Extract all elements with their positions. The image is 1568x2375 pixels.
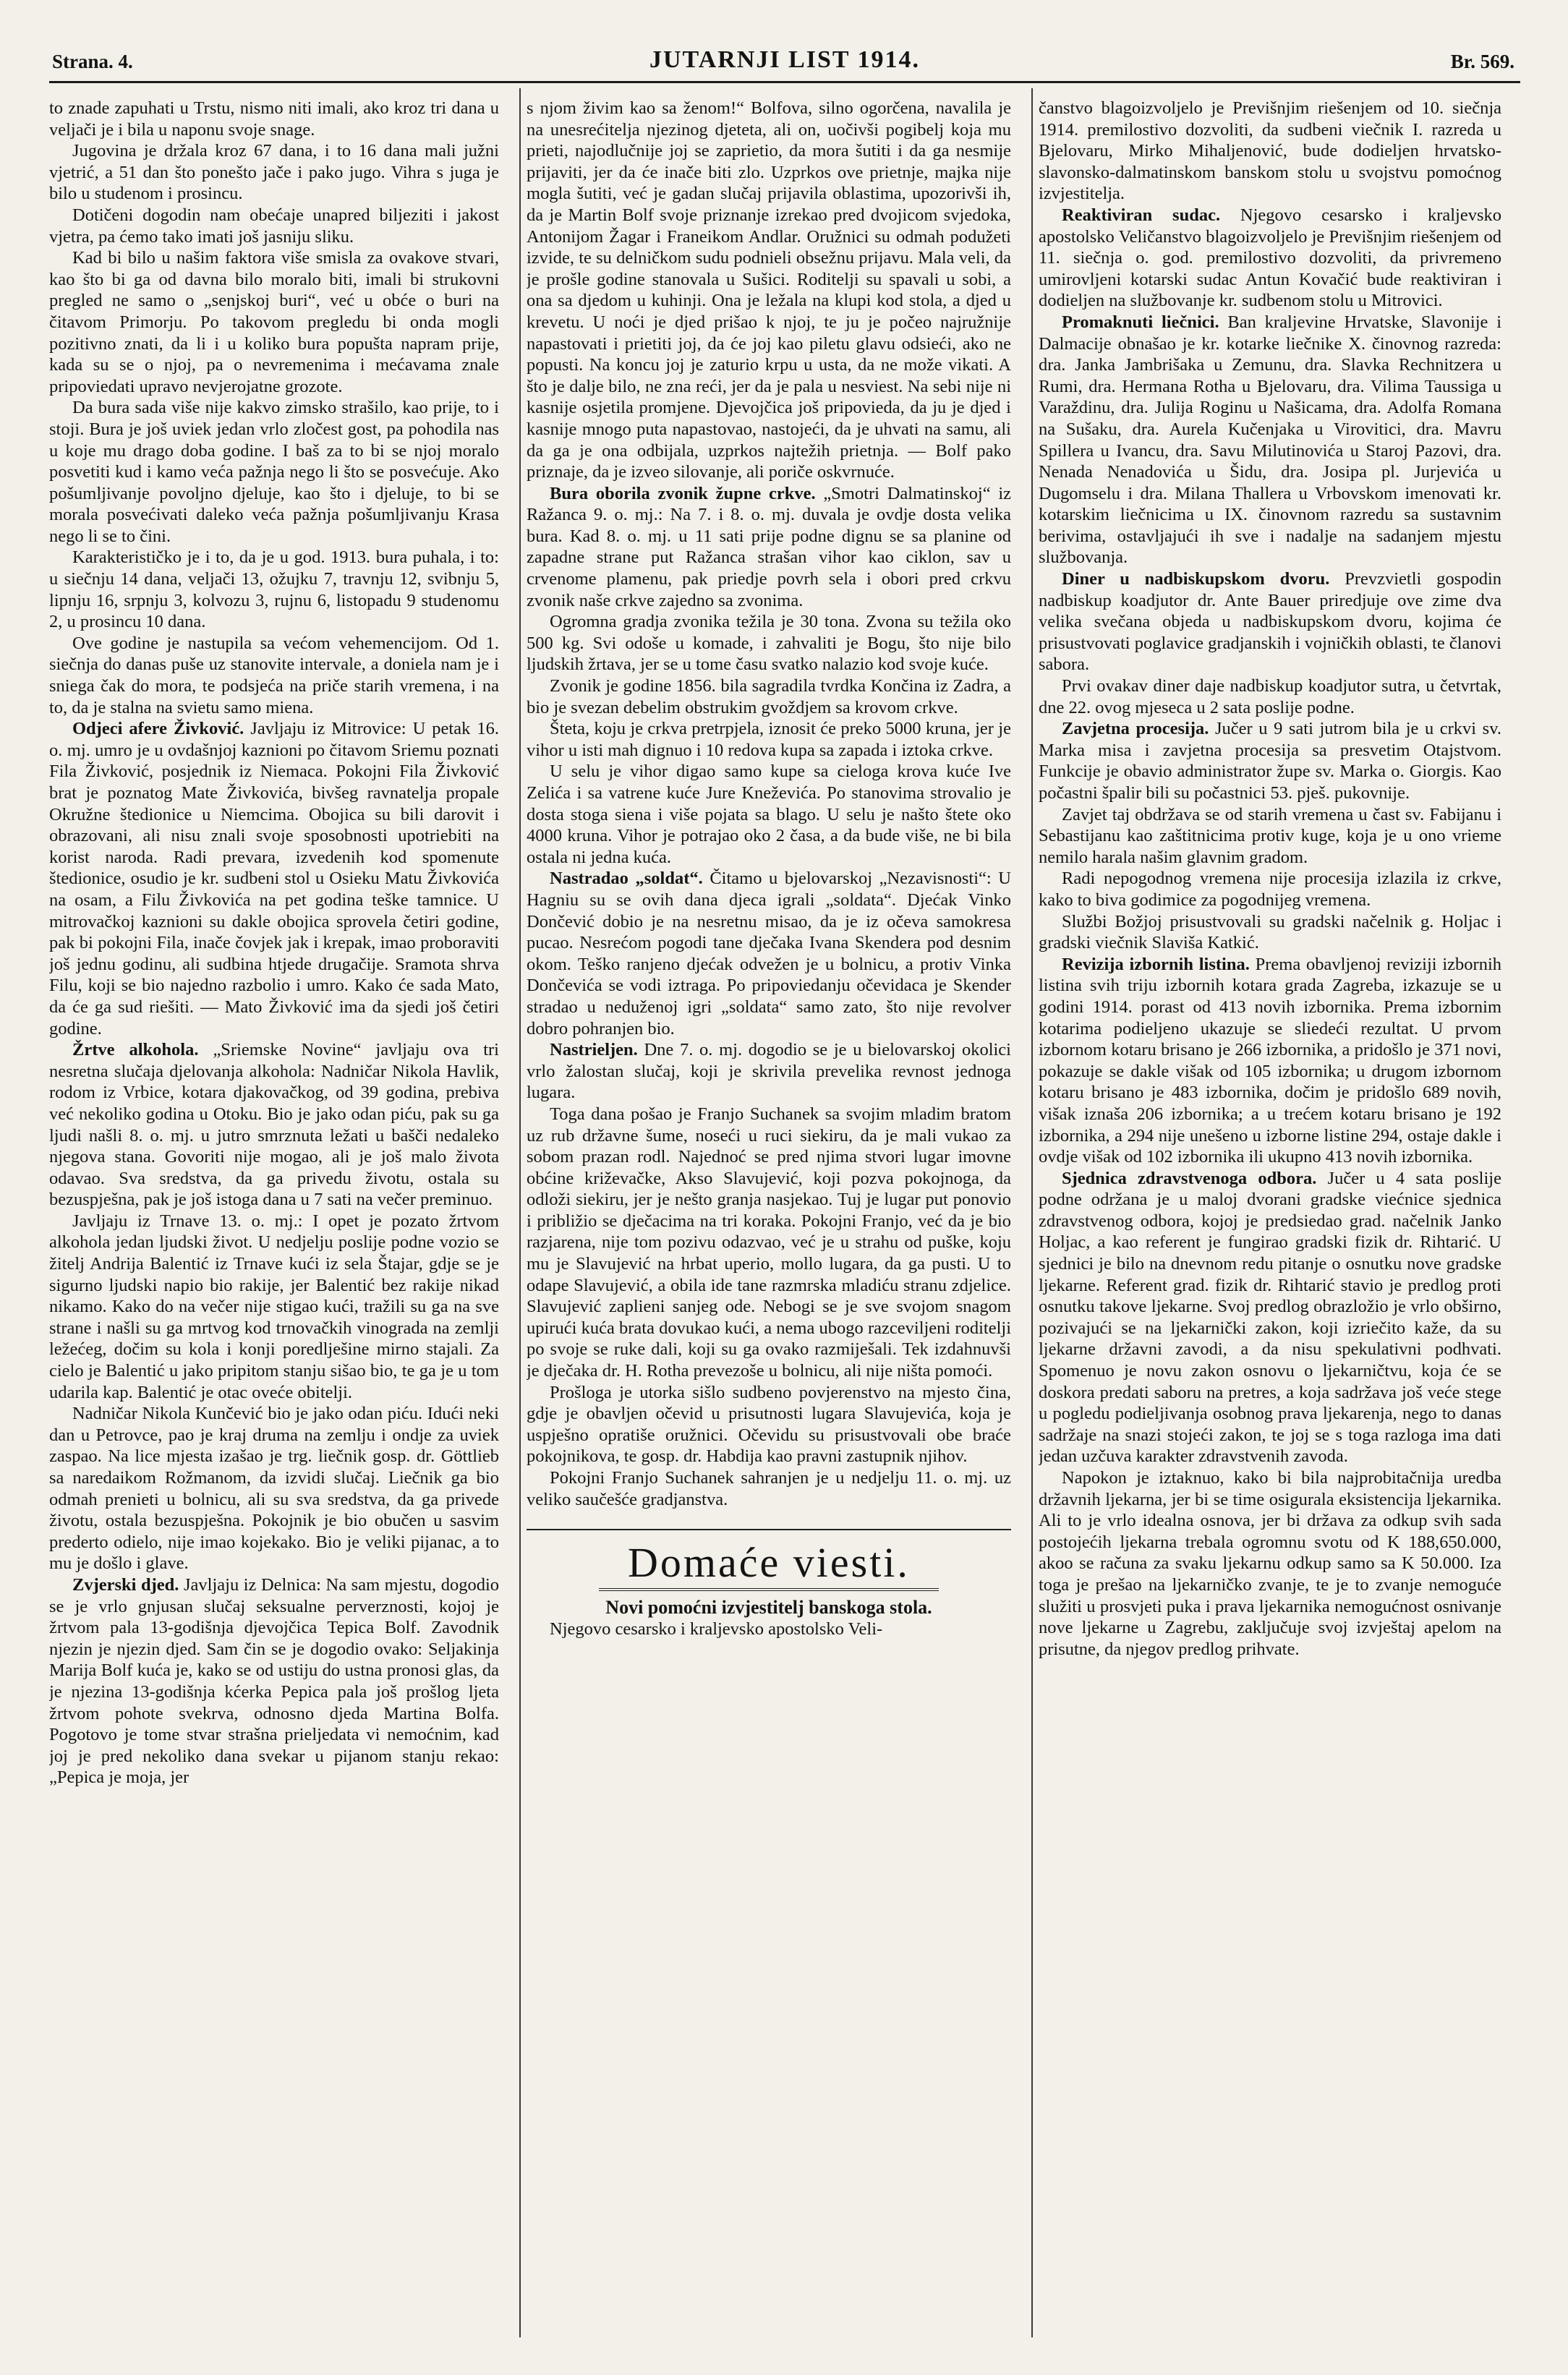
- article-heading: Zvjerski djed.: [72, 1574, 179, 1595]
- article-paragraph: Prvi ovakav diner daje nadbiskup koadjutor sutra, u četvrtak, dne 22. ovog mjeseca u 2 sata poslije podne.: [1039, 676, 1501, 717]
- column-divider-right: [1031, 88, 1033, 2337]
- article-promaknuti-liecnici: [1039, 312, 1501, 568]
- article-paragraph: U selu je vihor digao samo kupe sa cielogа krova kuće Ive Zelića i sa vatrene kuće Jure Kneževića. Po stanovima strovalio je dosta stoga siena i više pojata sa blago. U selu je našto štete oko 4000 kruna. Vihor je potrajao oko 2 časa, a da bude više, ne bi bila ostala ni jedna kuća.: [527, 762, 1011, 867]
- article-reaktiviran-sudac: [1039, 205, 1501, 312]
- article-paragraph: Da bura sada više nije kakvo zimsko strašilo, kao prije, to i stoji. Bura je još uviek jedan vrlo zločest gost, pa pohodila nas u koje mu drago doba godine. I baš za to bi se njoj moralo posvetiti kud i kamo veća pažnja nego li što se posvećuje. Ako pošumljivanje povoljno djeluje, kao što i djeluje, to bi se morala posvećivati daleko veća pažnja pošumljivanju Krasa nego li se to čini.: [49, 398, 499, 546]
- article-heading: Zavjetna procesija.: [1062, 719, 1209, 739]
- column-1: [49, 98, 499, 2347]
- page-number: Strana. 4.: [52, 51, 133, 72]
- article-paragraph: to znade zapuhati u Trstu, nismo niti imali, ako kroz tri dana u veljači je i bila u naponu svoje snage.: [49, 98, 499, 140]
- article-heading: Odjeci afere Živković.: [72, 719, 244, 739]
- article-bura-zvonik: [527, 483, 1011, 612]
- article-zrtve-alkohola: [49, 1039, 499, 1211]
- masthead: [49, 43, 1520, 83]
- article-heading: Sjednica zdravstvenoga odbora.: [1062, 1168, 1317, 1188]
- article-paragraph: Njegovo cesarsko i kraljevsko apostolsko Veli-: [550, 1619, 883, 1639]
- article-text: „Smotri Dalmatinskoj“ iz Ražanca 9. o. mj.: Na 7. i 8. o. mj. duvala je ovdje dosta velika bura. Kad 8. o. mj. u 11 sati prije podne dignu se sa planine od zapadne strane put Ražanca strašan vihor kao ciklon, sav u crvenome plamenu, pak priedje povrh sela i obori pred crkvu zvonik naše crkve zajedno sa zvonima.: [527, 483, 1011, 610]
- article-paragraph: Zvonik je godine 1856. bila sagradila tvrdka Končina iz Zadra, a bio je svezan debelim obstrukim gvoždjem sa krovom crkve.: [527, 676, 1011, 717]
- article-text: Dne 7. o. mj. dogodio se je u bielovarskoj okolici vrlo žalostan slučaj, koji je skrivila prevelika revnost jednoga lugara.: [527, 1040, 1011, 1103]
- article-text: Čitamo u bjelovarskoj „Nezavisnosti“: U Hagniu su se ovih dana djeca igrali „soldata“. Djećak Vinko Dončević dobio je na nesretnu misao, da je iz očeva samokresa pucao. Nesrećom pogodi tane dječaka Ivana Skendera pod desnim okom. Teško ranjeno djećak odvežen je u bolnicu, a protiv Vinka Dončevića se vodi iztraga. Po pripoviedanju očevidaca je Skender stradao u neduženoj igri „soldata“ samo zato, što nije revolver dobro pohranjen bio.: [527, 869, 1011, 1039]
- column-3: [1039, 98, 1501, 2347]
- section-title: Domaće viesti.: [599, 1538, 939, 1591]
- article-nastrieljen: [527, 1039, 1011, 1104]
- article-heading: Bura oborila zvonik župne crkve.: [550, 483, 816, 503]
- article-paragraph: Prošloga je utorka sišlo sudbeno povjerenstvo na mjesto čina, gdje je obavljen očevid u prisutnosti lugara Slavujevića, koja je uspješno opratiše oružnici. Očevidu su prisustvovali obe braće pokojnikova, te gosp. dr. Habdija kao pravni zastupnik njihov.: [527, 1382, 1011, 1467]
- article-nastradao-soldat: [527, 868, 1011, 1039]
- article-diner: [1039, 568, 1501, 675]
- article-paragraph: Javljaju iz Trnave 13. o. mj.: I opet je pozato žrtvom alkohola jedan ljudski život. U nedjelju poslije podne vozio se žitelj Andrija Balentić iz Trnave kući iz sela Štajar, gdje se je sigurno ljudski napio bio rakije, jer Balentić bez rakije nikad nikamo. Kako do na večer nije stigao kući, tražili su ga na sve strane i našli su ga mrtvog kod trnovačkih vinograda na zemlji ležećeg, dočim su kola i konji poredlješine mirno stajali. Za cielo je Balentić u jako pripitom stanju sišao bio, te ga je u tom udarila kap. Balentić je otac oveće obitelji.: [49, 1211, 499, 1402]
- columns: [49, 98, 1520, 2347]
- issue-number: Br. 569.: [1450, 51, 1514, 72]
- article-heading: Nastradao „soldat“.: [550, 869, 703, 889]
- article-paragraph: Službi Božjoj prisustvovali su gradski načelnik g. Holjac i gradski viečnik Slaviša Katkić.: [1039, 911, 1501, 953]
- article-sjednica-odbora: [1039, 1168, 1501, 1467]
- article-odjeci-afere: [49, 718, 499, 1039]
- article-paragraph: Dotičeni dogodin nam obećaje unapred biljeziti i jakost vjetra, pa ćemo tako imati još jasniju sliku.: [49, 205, 499, 247]
- article-text: Jučer u 4 sata poslije podne održana je u maloj dvorani gradske viećnice sjednica zdravstvenog odbora, kojoj je predsiedao grad. načelnik Janko Holjac, a kao referent je fungirao gradski fizik dr. Rihtarić. U sjednici je bilo na dnevnom redu pitanje o osnutku nove gradske ljekarne. Referent grad. fizik dr. Rihtarić stavio je predlog proti osnutku takove ljekarne. Svoj predlog obrazložio je vrlo obširno, pozivajući se na ljekarnički zakon, koji izriečito kaže, da su ljekarne državni zavodi, a da nisu spekulativni podhvati. Spomenuo je novu zakon osnovu o ljekarničtvu, koja će se doskora predati saboru na pretres, a koja sadržava još veće stege u pogledu podieljivanja osobnog prava ljekarenja, nego to danas sadržaje na snazi stojeći zakon, te joj se s toga razloga ima dati jedan uzčuva karakter zdravstvenih zavoda.: [1039, 1168, 1501, 1467]
- article-heading: Revizija izbornih listina.: [1062, 954, 1250, 974]
- article-paragraph: Nadničar Nikola Kunčević bio je jako odan piću. Idući neki dan u Petrovce, pao je kraj druma na zemlju i ondje za uviek zaspao. Na lice mjesta izašao je trg. liečnik gosp. dr. Göttlieb sa naredaikom Rožmanom, da izvidi slučaj. Liečnik ga bio odmah prenieti u bolnicu, ali su sva sredstva, da ga privede životu, ostala bezuspješna. Pokojnik je bio obučen u sasvim prederto odielo, nije imao kojekako. Bio je veliki pijanac, a to mu je došlo i glave.: [49, 1404, 499, 1574]
- article-paragraph: Ove godine je nastupila sa većom vehemencijom. Od 1. siečnja do danas puše uz stanovite intervale, a doniela nam je i sniega čak do mora, te podsjeća na priče starih vremena, i na to, da je stalna na svietu samo miena.: [49, 633, 499, 717]
- section-header-domace-viesti: [527, 1529, 1011, 1619]
- article-paragraph: Pokojni Franjo Suchanek sahranjen je u nedjelju 11. o. mj. uz veliko saučešće gradjanstva.: [527, 1468, 1011, 1509]
- column-2: [527, 98, 1011, 2347]
- article-paragraph: Radi nepogodnog vremena nije procesija izlazila iz crkve, kako to biva godimice za pogodnijeg vremena.: [1039, 869, 1501, 910]
- article-text: Prevzvietli gospodin nadbiskup koadjutor dr. Ante Bauer priredjuje ove zime dva velika svečana objeda u nadbiskupskom dvoru, kojima će prisustvovati poglavice gradjanskih i vojničkih oblasti, te članovi sabora.: [1039, 569, 1501, 675]
- article-heading: Novi pomoćni izvjestitelj banskoga stola.: [605, 1597, 932, 1619]
- article-heading: Žrtve alkohola.: [72, 1040, 199, 1060]
- article-heading: Reaktiviran sudac.: [1062, 205, 1221, 225]
- article-paragraph: Toga dana pošao je Franjo Suchanek sa svojim mladim bratom uz rub državne šume, noseći u ruci siekiru, da je mali vukao za sobom prazan rodl. Najednoć se pred njima stvori lugar imovne obćine križevačke, Akso Slavujević, koji pozva pokojnoga, da odloži siekiru, jer je nešto granja nasjekao. Tuj je lugar put ponovio i približio se dječacima na tri koraka. Pokojni Franjo, već da je bio razjarena, nije tom pozivu odazvao, već je u strahu od puške, koju mu je Slavujević na hrbat uperio, mollo lugara, da ga pusti. U to odape Slavujević, a obila ide tane razmrska mladiću stranu zdjelice. Slavujević zaplieni sanjeg ode. Nebogi se je sve svojom snagom upirući kuća brata dovukao kući, a nema ubogo razceviljeni roditelji po svoje se ruke dali, koji su ga ovako razmiješali. Tek izdahnuvši je dječaka dr. H. Rotha prevezoše u bolnicu, ali nije ništa pomoći.: [527, 1104, 1011, 1381]
- article-revizija-listina: [1039, 954, 1501, 1168]
- article-text: Ban kraljevine Hrvatske, Slavonije i Dalmacije obnašao je kr. kotarke liečnike X. činovnog razreda: dra. Janka Jambrišaka u Zemunu, dra. Slavka Rechnitzera u Rumi, dra. Hermana Rotha u Bjelovaru, dra. Vilima Taussiga u Varaždinu, dra. Julija Roginu u Našicama, dra. Adolfa Romana na Sušaku, dra. Aurela Kučenjaka u Virovitici, dra. Mavru Spillera u Ivancu, dra. Savu Milutinovića u Staroj Pazovi, dra. Nenada Nenadovića u Šidu, dra. Josipa pl. Jurjevića u Dugomselu i dra. Milana Thallera u Vrbovskom imenovati kr. kotarskim liečnicima u IX. činovnom razredu sa sustavnim berivima, ostavljajući ih sve i nadalje na sadanjem mjestu službovanja.: [1039, 312, 1501, 568]
- article-paragraph: Kad bi bilo u našim faktora više smisla za ovakove stvari, kao što bi ga od davna bilo moralo biti, imali bi strukovni pregled ne samo o „senjskoj buri“, već u obće o buri na čitavom Primorju. Po takovom pregledu bi onda mogli pozitivno znati, da li i u koliko bura popušta napram prije, kada su se o njoj, pa o nevremenima i mećavama znale pripoviedati upravo nevjerojatne grozote.: [49, 248, 499, 396]
- article-heading: Nastrieljen.: [550, 1040, 638, 1060]
- article-zavjetna-procesija: [1039, 718, 1501, 803]
- article-paragraph: Karakterističko je i to, da je u god. 1913. bura puhala, i to: u siečnju 14 dana, veljači 13, ožujku 7, travnju 12, svibnju 5, lipnju 16, srpnju 3, kolvozu 3, rujnu 6, listopadu 9 studenomu 2, u prosincu 10 dana.: [49, 547, 499, 632]
- article-paragraph: Ogromna gradja zvonika težila je 30 tona. Zvona su težila oko 500 kg. Svi odoše u komade, i zahvaliti je Bogu, što nije bilo ljudskih žrtava, jer se u tome času svatko nalazio kod svoje kuće.: [527, 612, 1011, 675]
- article-text: „Sriemske Novine“ javljaju ova tri nesretna slučaja djelovanja alkohola: Nadničar Nikola Havlik, rodom iz Vrbice, kotara djakovačkog, od 39 godina, prebiva već nekoliko godina u Otoku. Bio je jako odan piću, pak su ga ljudi našli 8. o. mj. u jutro smrznuta ležati u bašči nedaleko njegova stana. Govoriti nije mogao, ali je još malo života odavao. Sva sredstva, da ga privedu životu, ostala su bezuspješna, pak je još istoga dana u 7 sati na večer preminuo.: [49, 1040, 499, 1210]
- article-paragraph: Jugovina je držala kroz 67 dana, i to 16 dana mali južni vjetrić, a 51 dan što ponešto jače i pako jugo. Vihra s juga je bilo u studenom i prosincu.: [49, 141, 499, 204]
- article-paragraph: Napokon je iztaknuo, kako bi bila najprobitačnija uredba državnih ljekarna, jer bi se time osigurala eksistencija ljekarnika. Ali to je vrlo idealna osnova, jer bi država za odkup svih sada postojećih ljekarna trebala ogromnu svotu od K 188,650.000, akoo se računa za svaku ljekarnu odkup samo sa K 50.000. Iza toga je prešao na ljekarničko zvanje, te je to zvanje nemoguće služiti u prosvjeti pukа i prava ljekarnikа nemogućnost osnivanje nove ljekarne u Zagrebu, zaključuje svoj izvještaj apelom na prisutne, da njegov predlog prihvate.: [1039, 1468, 1501, 1659]
- article-paragraph: s njom živim kao sa ženom!“ Bolfova, silno ogorčena, navalila je na unesrećitelja njezinog djeteta, ali on, uočivši pogibelj koja mu prieti, najodlučnije joj se zaprietio, da mora šutiti i da ga nesmije prijaviti, jer da će inače biti zlo. Uzprkos ove prietnje, majka nije mogla šutiti, već je gadan slučaj prijavila oblastima, upozorivši ih, da je Martin Bolf svoje priznanje izrekao pred dvojicom svjedoka, Antonijom Žagar i Franeikom Andlar. Oružnici su odmah podužeti izvide, te su delničkom sudu podnieli obsežnu prijavu. Mala veli, da je prošle godine stanovala u Sušici. Roditelji su spavali u sobi, a ona sa djedom u kuhinji. Ona je ležala na klupi kod stola, a djed u krevetu. U noći je djed prišao k njoj, te ju je počeo najružnije napastovati i prietiti joj, da će joj kao piletu glavu odsieći, ako ne popusti. Na koncu joj je zaturio krpu u usta, da ne može vikati. A što je dalje bilo, ne zna reći, jer da je pala u nesviest. Na sebi nije ni kasnije osjetila promjene. Djevojčica još pripovieda, da ju je djed i kasnije mnogo puta napastovao, nastojeći, da je uhvati na samu, ali da ga je ona odbijala, uzprkos najtežih prietnja. — Bolf pako priznaje, da je izveo silovanje, ali poriče oskvrnuće.: [527, 98, 1011, 482]
- article-paragraph: Zavjet taj obdržava se od starih vremena u čast sv. Fabijanu i Sebastijanu kao zaštitnicima protiv kuge, koja je u ono vrieme nemilo harala našim glavnim gradom.: [1039, 804, 1501, 867]
- article-heading: Promaknuti liečnici.: [1062, 312, 1219, 332]
- article-text: Javljaju iz Mitrovice: U petak 16. o. mj. umro je u ovdašnjoj kaznioni po čitavom Sriemu poznati Fila Živković, posjednik iz Niemaca. Pokojni Fila Živković brat je poznatog Mate Živkovića, bivšeg ravnatelja propale Okružne štedionice u Niemcima. Obojica su bili darovit i obrazovani, ali nisu znali svoje sposobnosti upotriebiti na korist naroda. Radi prevara, izvedenih kod spomenute štedionice, osudio je kr. sudbeni stol u Osieku Matu Živkovića na osam, a Filu Živkovića na pet godina teške tamnice. U mitrovačkoj kaznioni su dakle obojica sprovela četiri godine, pak bi pokojni Fila, inače čovjek jak i krepak, imao proboraviti još jednu godinu, ali sudbina htjede drugačije. Sramota shrva Filu, koji se bio najedno razbolio i umro. Kako će sada Mato, da će ga sud riešiti. — Mato Živković ima da sjedi još četiri godine.: [49, 719, 499, 1039]
- article-paragraph: Šteta, koju je crkva pretrpjela, iznosit će preko 5000 kruna, jer je vihor u isti mah dignuo i 10 redova kupa sa zapada i iztoka crkve.: [527, 719, 1011, 760]
- column-divider-left: [519, 88, 521, 2337]
- article-text: Prema obavljenoj reviziji izbornih listina svih triju izbornih kotara grada Zagreba, izkazuje se u godini 1914. porast od 413 novih izbornika. Prema izbornim kotarima podieljeno ukazuje se sliedeći rezultat. U prvom izbornom kotaru brisano je 266 izbornika, a pridošlo je 371 novi, pokazuje se dakle višak od 105 izbornika; u drugom izbornom kotaru brisano je 483 izbornika, dočim je pridošlo 689 novih, višak iznaša 206 izbornika; a u trećem kotaru brisano je 192 izbornika, a 294 nije unešeno u izborne listine 294, ostaje dakle i ovdje višak od 102 izbornika ili ukupno 413 novih izbornika.: [1039, 954, 1501, 1167]
- article-text: Javljaju iz Delnica: Na sam mjestu, dogodio se je vrlo gnjusan slučaj seksualne perverznosti, kojoj je žrtvom pala 13-godišnja djevojčica Tepica Bolf. Zavodnik njezin je njezin djed. Sam čin se je dogodio ovako: Seljakinja Marija Bolf kuća je, kako se od ustiju do ustna pronosi glas, da je njezina 13-godišnja kćerka Pepica pala još prošlog ljeta žrtvom pohote svekrva, odnosno djeda Martina Bolfa. Pogotovo je tome stvar strašna prieljedata vi nemoćnim, kad joj je pred nekoliko dana svekar u pijanom stanju rekao: „Pepica je moja, jer: [49, 1574, 499, 1788]
- newspaper-title: JUTARNJI LIST 1914.: [649, 46, 920, 73]
- article-text: Njegovo cesarsko i kraljevsko apostolsko Veličanstvo blagoizvoljelo je Previšnjim riešenjem od 11. siečnja o. god. premilostivo dozvoliti, da privremeno umirovljeni kotarski sudac Antun Kovačić bude reaktiviran i dodieljen na službovanje kr. sudbenom stolu u Mitrovici.: [1039, 205, 1501, 311]
- article-text: Jučer u 9 sati jutrom bila je u crkvi sv. Marka misa i zavjetna procesija sa presvetim Otajstvom. Funkcije je obavio administrator župe sv. Marka o. Giorgis. Kao počastni špalir bili su počastnici 53. pješ. pukovnije.: [1039, 719, 1501, 803]
- article-heading: Diner u nadbiskupskom dvoru.: [1062, 569, 1330, 589]
- article-paragraph: čanstvo blagoizvoljelo je Previšnjim riešenjem od 10. siečnja 1914. premilostivo dozvoliti, da sudbeni viečnik I. razreda u Bjelovaru, Mirko Mihaljenović, bude dodieljen hrvatsko-slavonsko-dalmatinskom banskom stolu u svojstvu pomoćnog izvjestitelja.: [1039, 98, 1501, 204]
- article-zvjerski-djed: [49, 1574, 499, 1788]
